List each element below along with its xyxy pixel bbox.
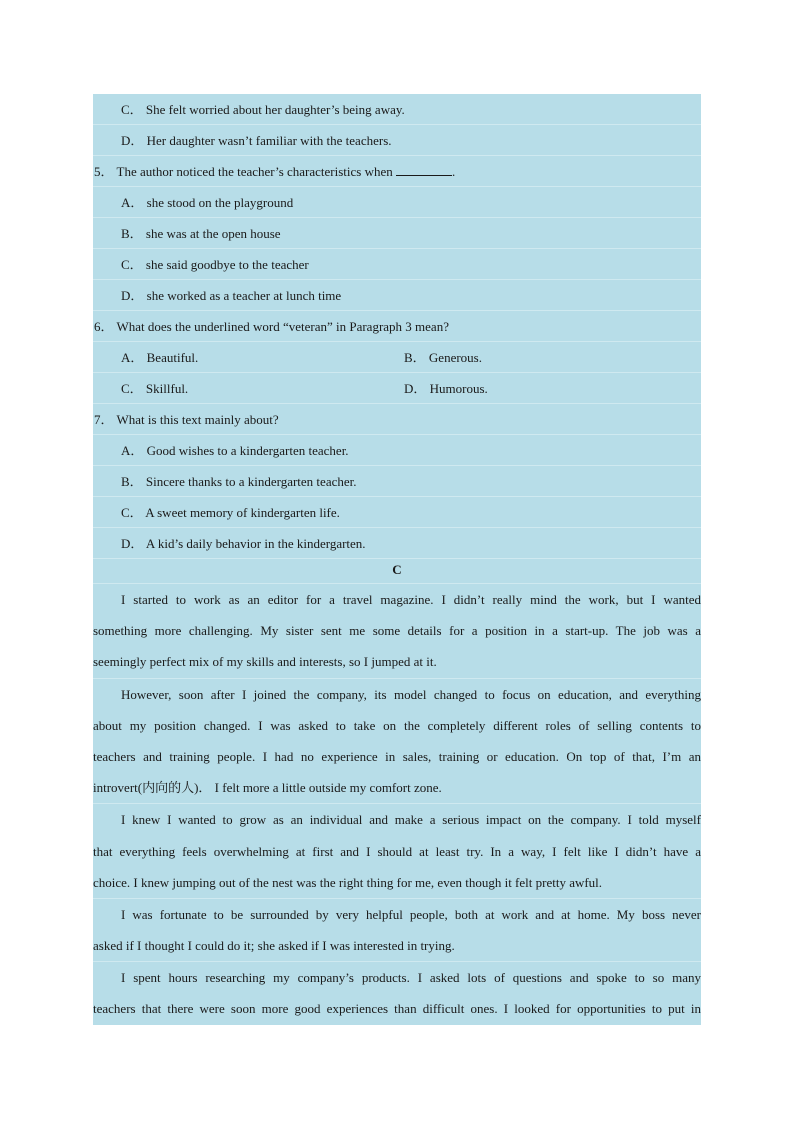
q5-option-c: C． she said goodbye to the teacher xyxy=(93,249,701,280)
q6-stem: 6． What does the underlined word “veteran” in Paragraph 3 mean? xyxy=(93,311,701,342)
paragraph-line: something more challenging. My sister sent me some details for a position in a start-up. The job was a xyxy=(93,623,701,639)
q6-options-row-1 xyxy=(93,342,701,373)
q6-option-c: C． Skillful. xyxy=(121,381,189,396)
answer-blank xyxy=(396,165,452,176)
paragraph-3 xyxy=(93,804,701,899)
paragraph-line: teachers and training people. I had no experience in sales, training or education. On top of that, I’m an xyxy=(93,748,701,764)
paragraph-line: However, soon after I joined the company, its model changed to focus on education, and everything xyxy=(121,686,701,702)
q5-stem-text: 5． The author noticed the teacher’s characteristics when xyxy=(94,164,393,179)
section-heading: C xyxy=(93,559,701,584)
paragraph-line: teachers that there were soon more good experiences than difficult ones. I looked for opportunities to put in xyxy=(93,1001,701,1017)
paragraph-line: about my position changed. I was asked to take on the completely different roles of selling contents to xyxy=(93,717,701,733)
q6-option-d: D． Humorous. xyxy=(404,381,488,396)
q7-option-c: C． A sweet memory of kindergarten life. xyxy=(93,497,701,528)
paragraph-1 xyxy=(93,584,701,679)
q6-options-row-2 xyxy=(93,373,701,404)
exam-page xyxy=(93,94,701,1025)
paragraph-line: I spent hours researching my company’s products. I asked lots of questions and spoke to so many xyxy=(121,970,701,986)
q5-stem xyxy=(93,156,701,187)
q5-option-d: D． she worked as a teacher at lunch time xyxy=(93,280,701,311)
q7-stem: 7． What is this text mainly about? xyxy=(93,404,701,435)
q5-option-b: B． she was at the open house xyxy=(93,218,701,249)
paragraph-line: I was fortunate to be surrounded by very helpful people, both at work and at home. My boss never xyxy=(121,906,701,922)
q7-option-d: D． A kid’s daily behavior in the kindergarten. xyxy=(93,528,701,559)
paragraph-5 xyxy=(93,962,701,1024)
q4-option-c: C． She felt worried about her daughter’s being away. xyxy=(93,94,701,125)
q7-option-a: A． Good wishes to a kindergarten teacher. xyxy=(93,435,701,466)
paragraph-4 xyxy=(93,899,701,962)
q6-option-a: A． Beautiful. xyxy=(121,350,199,365)
q4-option-d: D． Her daughter wasn’t familiar with the teachers. xyxy=(93,125,701,156)
paragraph-line: seemingly perfect mix of my skills and interests, so I jumped at it. xyxy=(93,654,437,670)
paragraph-line: I knew I wanted to grow as an individual and make a serious impact on the company. I told myself xyxy=(121,812,701,828)
paragraph-line: introvert(内向的人)． I felt more a little outside my comfort zone. xyxy=(93,780,442,796)
q5-stem-end: . xyxy=(452,164,456,179)
paragraph-line: choice. I knew jumping out of the nest was the right thing for me, even though it felt pretty awful. xyxy=(93,874,603,890)
paragraph-2 xyxy=(93,679,701,805)
q6-option-b: B． Generous. xyxy=(404,350,482,365)
q5-option-a: A． she stood on the playground xyxy=(93,187,701,218)
paragraph-line: that everything feels overwhelming at first and I should at least try. In a way, I felt like I didn’t have a xyxy=(93,843,701,859)
paragraph-line: asked if I thought I could do it; she asked if I was interested in trying. xyxy=(93,938,455,954)
paragraph-line: I started to work as an editor for a travel magazine. I didn’t really mind the work, but I wanted xyxy=(121,592,701,607)
q7-option-b: B． Sincere thanks to a kindergarten teacher. xyxy=(93,466,701,497)
